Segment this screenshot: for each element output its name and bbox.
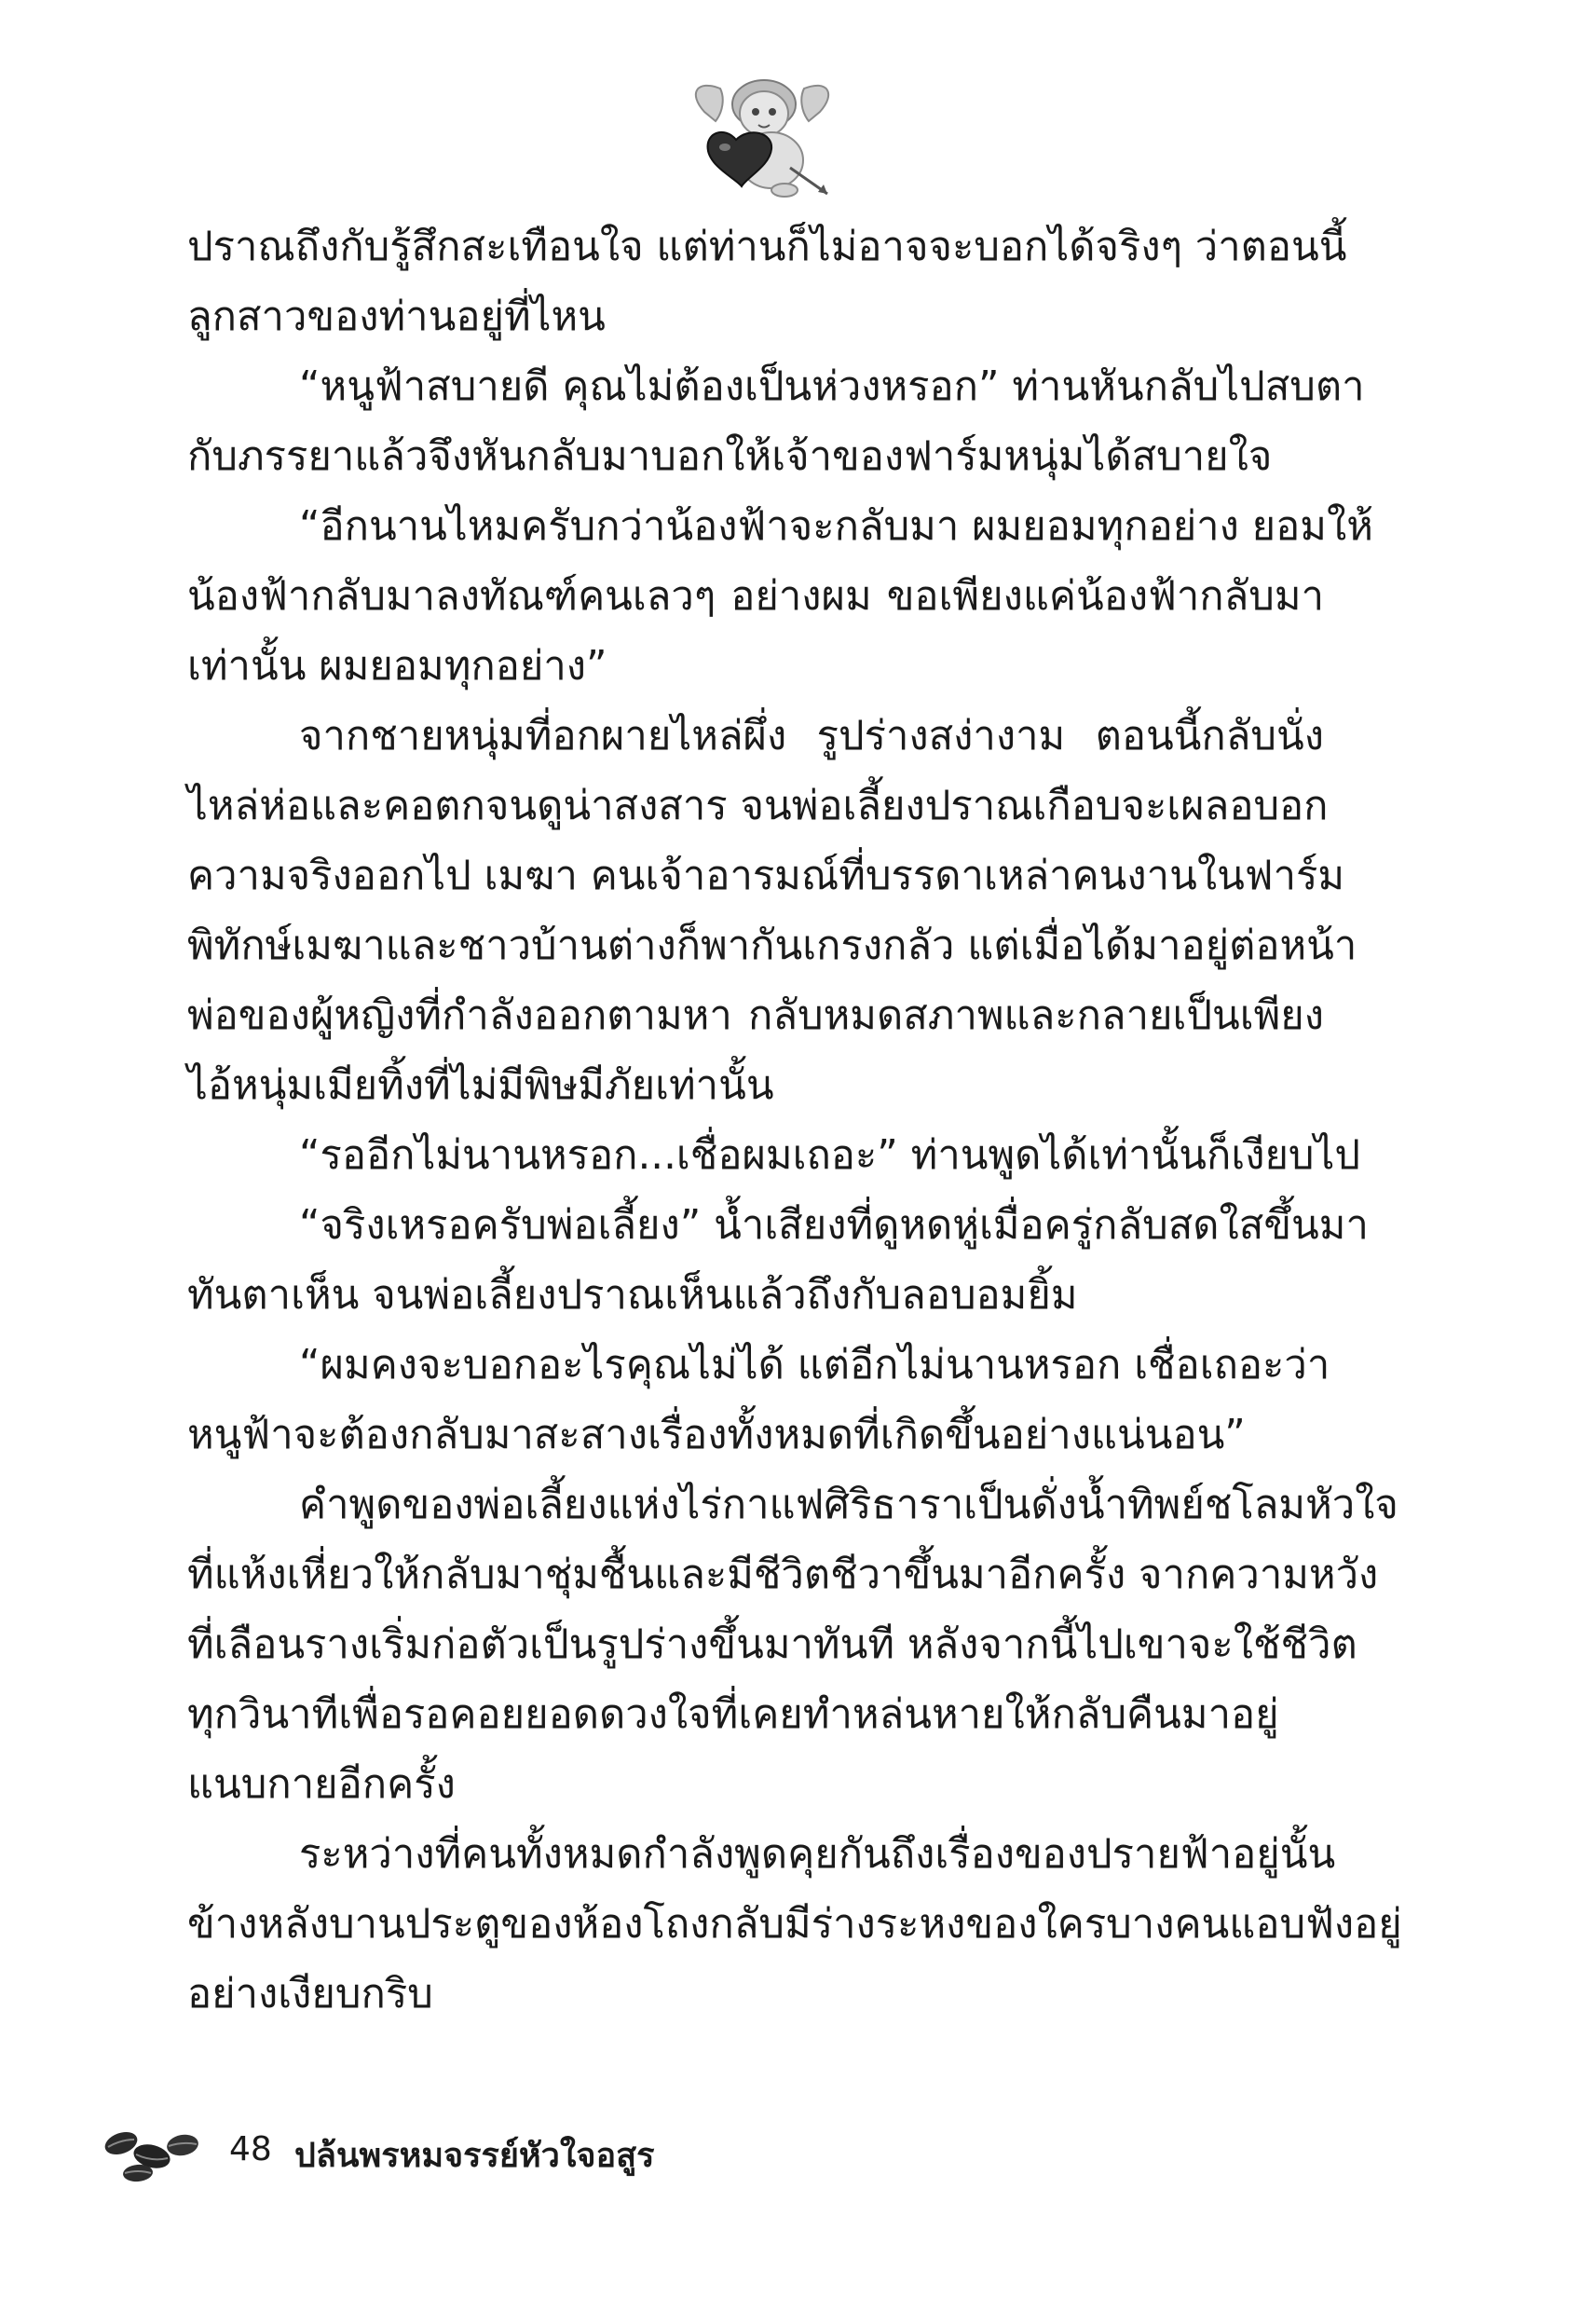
book-title: ปล้นพรหมจรรย์หัวใจอสูร	[294, 2137, 655, 2175]
text-line: “จริงเหรอครับพ่อเลี้ยง” น้ำเสียงที่ดูหดหู่เมื่อครู่กลับสดใสขึ้นมา	[299, 1202, 1369, 1249]
text-line: “อีกนานไหมครับกว่าน้องฟ้าจะกลับมา ผมยอมทุกอย่าง ยอมให้	[299, 503, 1373, 550]
text-line: คำพูดของพ่อเลี้ยงแห่งไร่กาแฟศิริธาราเป็นดั่งน้ำทิพย์ชโลมหัวใจ	[299, 1482, 1398, 1528]
cupid-holding-heart-icon	[688, 75, 837, 200]
text-line: ไอ้หนุ่มเมียทิ้งที่ไม่มีพิษมีภัยเท่านั้น	[187, 1062, 774, 1109]
text-line: ทุกวินาทีเพื่อรอคอยยอดดวงใจที่เคยทำหล่นหายให้กลับคืนมาอยู่	[187, 1691, 1279, 1738]
text-line: หนูฟ้าจะต้องกลับมาสะสางเรื่องทั้งหมดที่เกิดขึ้นอย่างแน่นอน”	[187, 1412, 1246, 1458]
text-line: “หนูฟ้าสบายดี คุณไม่ต้องเป็นห่วงหรอก” ท่านหันกลับไปสบตา	[299, 363, 1365, 410]
text-line: ปราณถึงกับรู้สึกสะเทือนใจ แต่ท่านก็ไม่อาจจะบอกได้จริงๆ ว่าตอนนี้	[187, 224, 1347, 270]
text-line: ลูกสาวของท่านอยู่ที่ไหน	[187, 294, 606, 340]
text-line: น้องฟ้ากลับมาลงทัณฑ์คนเลวๆ อย่างผม ขอเพียงแค่น้องฟ้ากลับมา	[187, 573, 1324, 620]
text-line: เท่านั้น ผมยอมทุกอย่าง”	[187, 643, 607, 690]
body-text	[187, 212, 1402, 2030]
text-line: พ่อของผู้หญิงที่กำลังออกตามหา กลับหมดสภาพและกลายเป็นเพียง	[187, 992, 1324, 1039]
text-line: จากชายหนุ่มที่อกผายไหล่ผึ่ง รูปร่างสง่างาม ตอนนี้กลับนั่ง	[299, 713, 1324, 759]
text-line: ความจริงออกไป เมฆา คนเจ้าอารมณ์ที่บรรดาเหล่าคนงานในฟาร์ม	[187, 853, 1345, 899]
text-line: “รออีกไม่นานหรอก...เชื่อผมเถอะ” ท่านพูดได้เท่านั้นก็เงียบไป	[299, 1132, 1361, 1179]
text-line: พิทักษ์เมฆาและชาวบ้านต่างก็พากันเกรงกลัว แต่เมื่อได้มาอยู่ต่อหน้า	[187, 923, 1357, 969]
text-line: ไหล่ห่อและคอตกจนดูน่าสงสาร จนพ่อเลี้ยงปราณเกือบจะเผลอบอก	[187, 783, 1329, 829]
text-line: ระหว่างที่คนทั้งหมดกำลังพูดคุยกันถึงเรื่องของปรายฟ้าอยู่นั้น	[299, 1831, 1336, 1878]
text-line: ทันตาเห็น จนพ่อเลี้ยงปราณเห็นแล้วถึงกับลอบอมยิ้ม	[187, 1272, 1078, 1319]
coffee-beans-icon	[101, 2125, 203, 2184]
text-line: ข้างหลังบานประตูของห้องโถงกลับมีร่างระหงของใครบางคนแอบฟังอยู่	[187, 1901, 1402, 1948]
text-line: กับภรรยาแล้วจึงหันกลับมาบอกให้เจ้าของฟาร์มหนุ่มได้สบายใจ	[187, 433, 1273, 480]
text-line: แนบกายอีกครั้ง	[187, 1761, 456, 1808]
text-line: ที่เลือนรางเริ่มก่อตัวเป็นรูปร่างขึ้นมาทันที หลังจากนี้ไปเขาจะใช้ชีวิต	[187, 1621, 1357, 1668]
page-number: 48	[229, 2130, 272, 2168]
page-footer	[101, 2125, 939, 2190]
text-line: ที่แห้งเหี่ยวให้กลับมาชุ่มชื้นและมีชีวิตชีวาขึ้นมาอีกครั้ง จากความหวัง	[187, 1552, 1379, 1598]
text-line: อย่างเงียบกริบ	[187, 1971, 433, 2017]
text-line: “ผมคงจะบอกอะไรคุณไม่ได้ แต่อีกไม่นานหรอก เชื่อเถอะว่า	[299, 1342, 1330, 1388]
